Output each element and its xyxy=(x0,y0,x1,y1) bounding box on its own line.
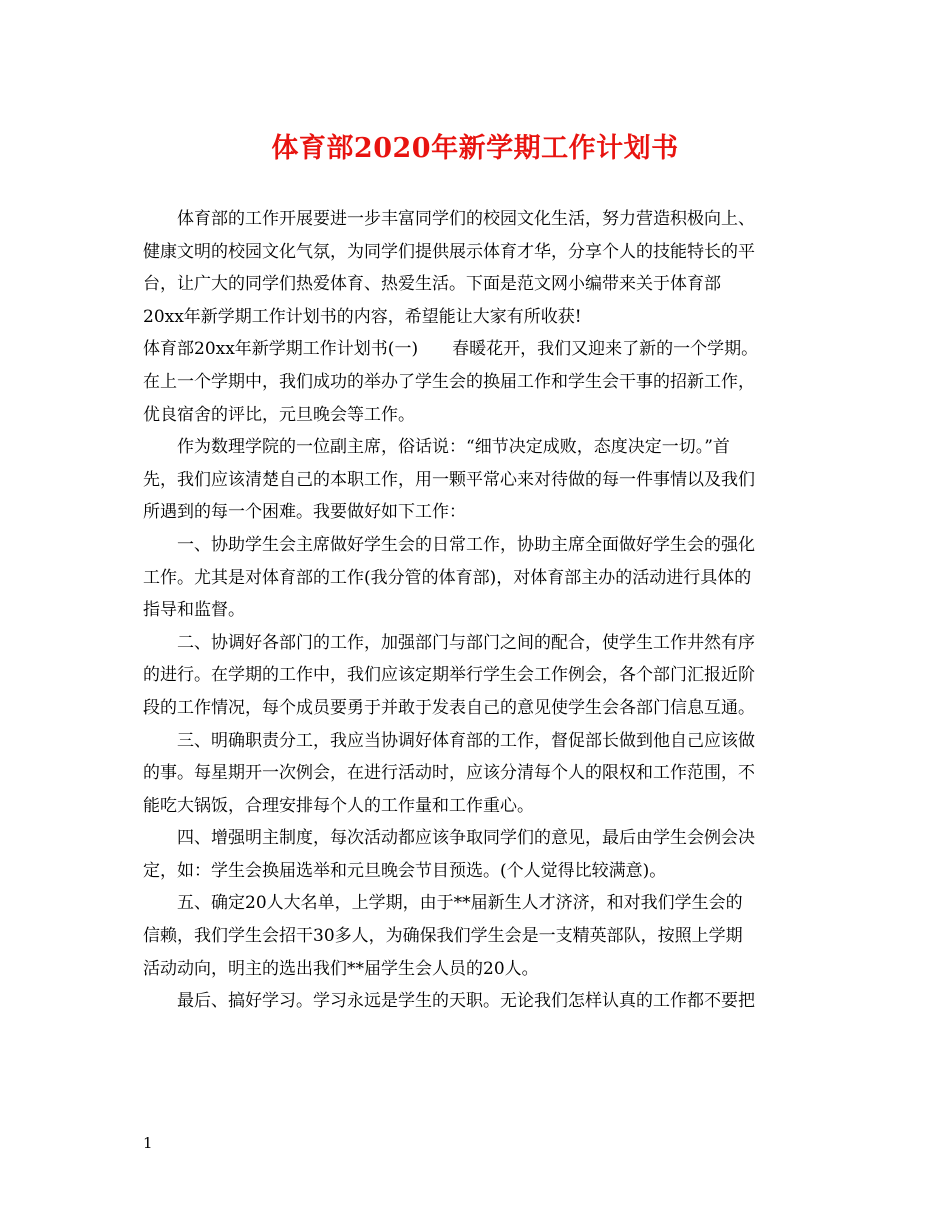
document-title: 体育部2020年新学期工作计划书 xyxy=(271,133,679,164)
body-text-line: 活动动向，明主的选出我们**届学生会人员的20人。 xyxy=(143,958,539,979)
body-text-line: 五、确定20人大名单，上学期，由于**届新生人才济济，和对我们学生会的 xyxy=(177,893,743,914)
body-text-line: 工作。尤其是对体育部的工作(我分管的体育部)，对体育部主办的活动进行具体的 xyxy=(143,567,752,588)
body-text-line: 所遇到的每一个困难。我要做好如下工作： xyxy=(143,502,466,523)
body-text-line: 一、协助学生会主席做好学生会的日常工作，协助主席全面做好学生会的强化 xyxy=(177,534,755,555)
body-text-line: 体育部的工作开展要进一步丰富同学们的校园文化生活，努力营造积极向上、 xyxy=(177,209,755,229)
body-text-line: 定，如：学生会换届选举和元旦晚会节目预选。(个人觉得比较满意)。 xyxy=(143,860,667,881)
body-text-line: 指导和监督。 xyxy=(143,600,245,621)
body-text-line: 优良宿舍的评比，元旦晚会等工作。 xyxy=(143,404,415,425)
body-text-line: 能吃大锅饭，合理安排每个人的工作量和工作重心。 xyxy=(143,795,534,816)
body-text-line: 的事。每星期开一次例会，在进行活动时，应该分清每个人的限权和工作范围，不 xyxy=(143,763,755,784)
body-text-line: 作为数理学院的一位副主席，俗话说：“细节决定成败，态度决定一切。”首 xyxy=(177,437,730,458)
body-text-line: 台，让广大的同学们热爱体育、热爱生活。下面是范文网小编带来关于体育部 xyxy=(143,274,721,295)
body-text-line: 三、明确职责分工，我应当协调好体育部的工作，督促部长做到他自己应该做 xyxy=(177,730,755,751)
body-text-line: 健康文明的校园文化气氛，为同学们提供展示体育才华，分享个人的技能特长的平 xyxy=(143,241,755,262)
body-text-line: 体育部20xx年新学期工作计划书(一) 春暖花开，我们又迎来了新的一个学期。 xyxy=(143,339,759,360)
body-text-line: 先，我们应该清楚自己的本职工作，用一颗平常心来对待做的每一件事情以及我们 xyxy=(143,469,755,490)
body-text-line: 最后、搞好学习。学习永远是学生的天职。无论我们怎样认真的工作都不要把 xyxy=(177,991,755,1012)
body-text-line: 二、协调好各部门的工作，加强部门与部门之间的配合，使学生工作井然有序 xyxy=(177,632,755,653)
body-text-line: 20xx年新学期工作计划书的内容，希望能让大家有所收获! xyxy=(143,306,582,327)
page-number: 1 xyxy=(143,1134,153,1152)
document-body xyxy=(143,203,833,1018)
body-text-line: 信赖，我们学生会招干30多人，为确保我们学生会是一支精英部队，按照上学期 xyxy=(143,926,743,947)
body-text-line: 的进行。在学期的工作中，我们应该定期举行学生会工作例会，各个部门汇报近阶 xyxy=(143,665,755,686)
body-text-line: 段的工作情况，每个成员要勇于并敢于发表自己的意见使学生会各部门信息互通。 xyxy=(143,697,755,718)
body-text-line: 四、增强明主制度，每次活动都应该争取同学们的意见，最后由学生会例会决 xyxy=(177,828,755,849)
body-text-line: 在上一个学期中，我们成功的举办了学生会的换届工作和学生会干事的招新工作， xyxy=(143,371,755,392)
